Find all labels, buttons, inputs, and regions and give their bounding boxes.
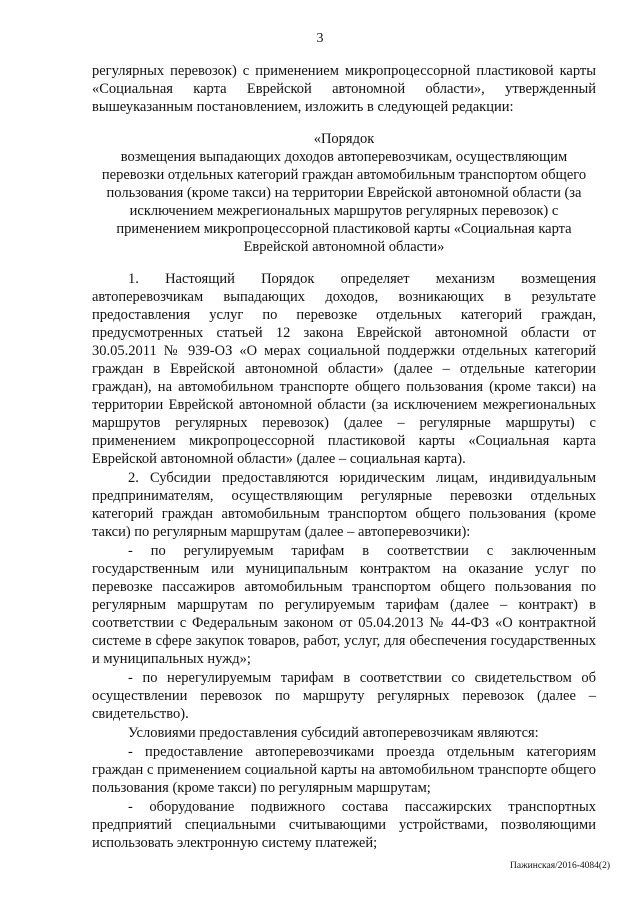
document-body — [92, 62, 596, 852]
list-item-condition-2: - оборудование подвижного состава пассажирских транспортных предприятий специальными считывающими устройствами, позволяющими использовать электронную систему платежей; — [92, 799, 596, 851]
document-title — [92, 130, 596, 256]
intro-paragraph: регулярных перевозок) с применением микропроцессорной пластиковой карты «Социальная карта Еврейской автономной области», утвержденный вышеуказанным постановлением, изложить в следующей редакции: — [92, 63, 596, 115]
list-item-contract: - по регулируемым тарифам в соответствии с заключенным государственным или муниципальным контрактом на оказание услуг по перевозке пассажиров автомобильным транспортом общего пользования по регулярным маршрутам по регулируемым тарифам (далее – контракт) в соответствии с Федеральным законом от 05.04.2013 № 44-ФЗ «О контрактной системе в сфере закупок товаров, работ, услуг, для обеспечения государственных и муниципальных нужд»; — [92, 543, 596, 667]
title-line-2: возмещения выпадающих доходов автоперевозчикам, осуществляющим перевозки отдельных категорий граждан автомобильным транспортом общего пользования (кроме такси) на территории Еврейской автономной области (за исключением межрегиональных маршрутов регулярных перевозок) с применением микропроцессорной пластиковой карты «Социальная карта Еврейской автономной области» — [101, 149, 587, 255]
conditions-heading: Условиями предоставления субсидий автоперевозчикам являются: — [128, 725, 539, 741]
title-line-1: «Порядок — [313, 131, 375, 147]
list-item-condition-1: - предоставление автоперевозчиками проезда отдельным категориям граждан с применением социальной карты на автомобильном транспорте общего пользования (кроме такси) по регулярным маршрутам; — [92, 744, 596, 796]
document-footer: Пажинская/2016-4084(2) — [510, 861, 610, 871]
paragraph-2: 2. Субсидии предоставляются юридическим лицам, индивидуальным предпринимателям, осуществляющим регулярные перевозки отдельных категорий граждан автомобильным транспортом общего пользования (кроме такси) по регулярным маршрутам (далее – автоперевозчики): — [92, 470, 596, 540]
list-item-certificate: - по нерегулируемым тарифам в соответствии со свидетельством об осуществлении перевозок по маршруту регулярных перевозок (далее – свидетельство). — [92, 670, 596, 722]
paragraph-1: 1. Настоящий Порядок определяет механизм возмещения автоперевозчикам выпадающих доходов, возникающих в результате предоставления услуг по перевозке отдельных категорий граждан, предусмотренных статьей 12 закона Еврейской автономной области от 30.05.2011 № 939-ОЗ «О мерах социальной поддержки отдельных категорий граждан в Еврейской автономной области» (далее – отдельные категории граждан), на автомобильном транспорте общего пользования (кроме такси) на территории Еврейской автономной области (за исключением межрегиональных маршрутов регулярных перевозок) (далее – регулярные маршруты) с применением микропроцессорной пластиковой карты «Социальная карта Еврейской автономной области» (далее – социальная карта). — [92, 271, 596, 467]
page-number: 3 — [316, 31, 324, 46]
